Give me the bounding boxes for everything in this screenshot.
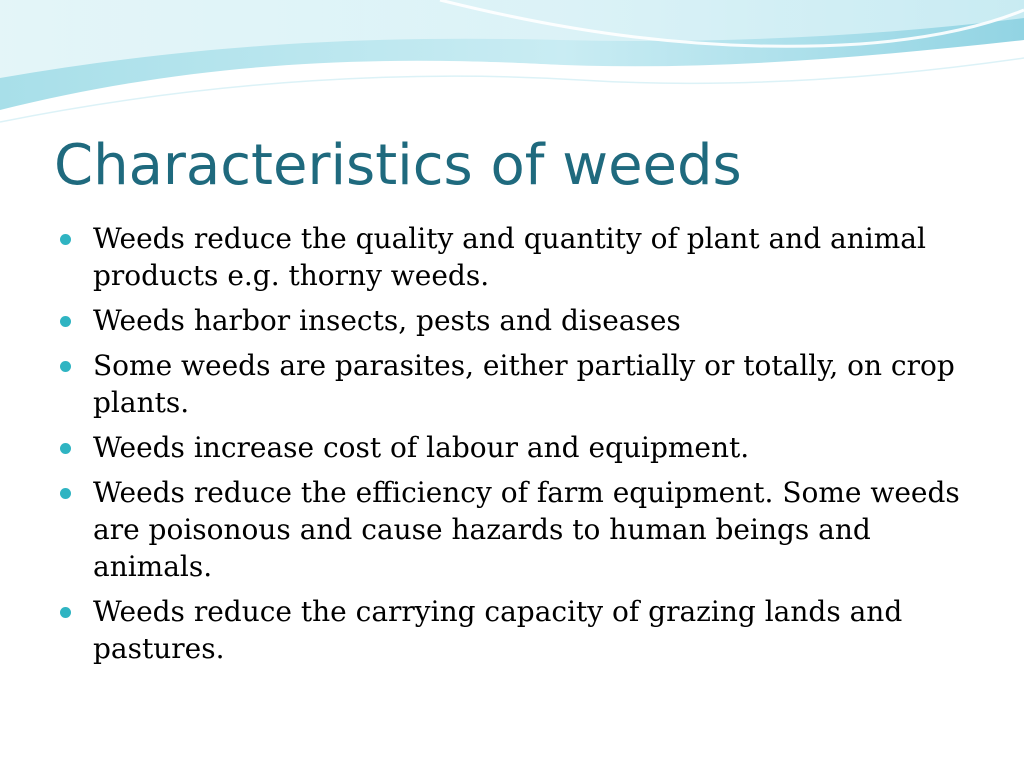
bullet-dot-icon (60, 316, 71, 327)
bullet-dot-icon (60, 361, 71, 372)
list-item (60, 302, 980, 339)
list-item (60, 347, 980, 421)
list-item (60, 474, 980, 585)
list-item (60, 429, 980, 466)
bullet-text: Some weeds are parasites, either partially or totally, on crop plants. (93, 349, 955, 419)
bullet-dot-icon (60, 607, 71, 618)
list-item (60, 220, 980, 294)
bullet-text: Weeds reduce the efficiency of farm equipment. Some weeds are poisonous and cause hazards to human beings and animals. (93, 476, 960, 583)
bullet-dot-icon (60, 234, 71, 245)
decorative-wave-header (0, 0, 1024, 130)
slide-title: Characteristics of weeds (54, 133, 742, 198)
bullet-text: Weeds reduce the quality and quantity of plant and animal products e.g. thorny weeds. (93, 222, 926, 292)
bullet-text: Weeds reduce the carrying capacity of grazing lands and pastures. (93, 595, 903, 665)
bullet-text: Weeds increase cost of labour and equipment. (93, 431, 750, 464)
bullet-dot-icon (60, 488, 71, 499)
bullet-text: Weeds harbor insects, pests and diseases (93, 304, 681, 337)
bullet-list (60, 220, 980, 675)
bullet-dot-icon (60, 443, 71, 454)
list-item (60, 593, 980, 667)
